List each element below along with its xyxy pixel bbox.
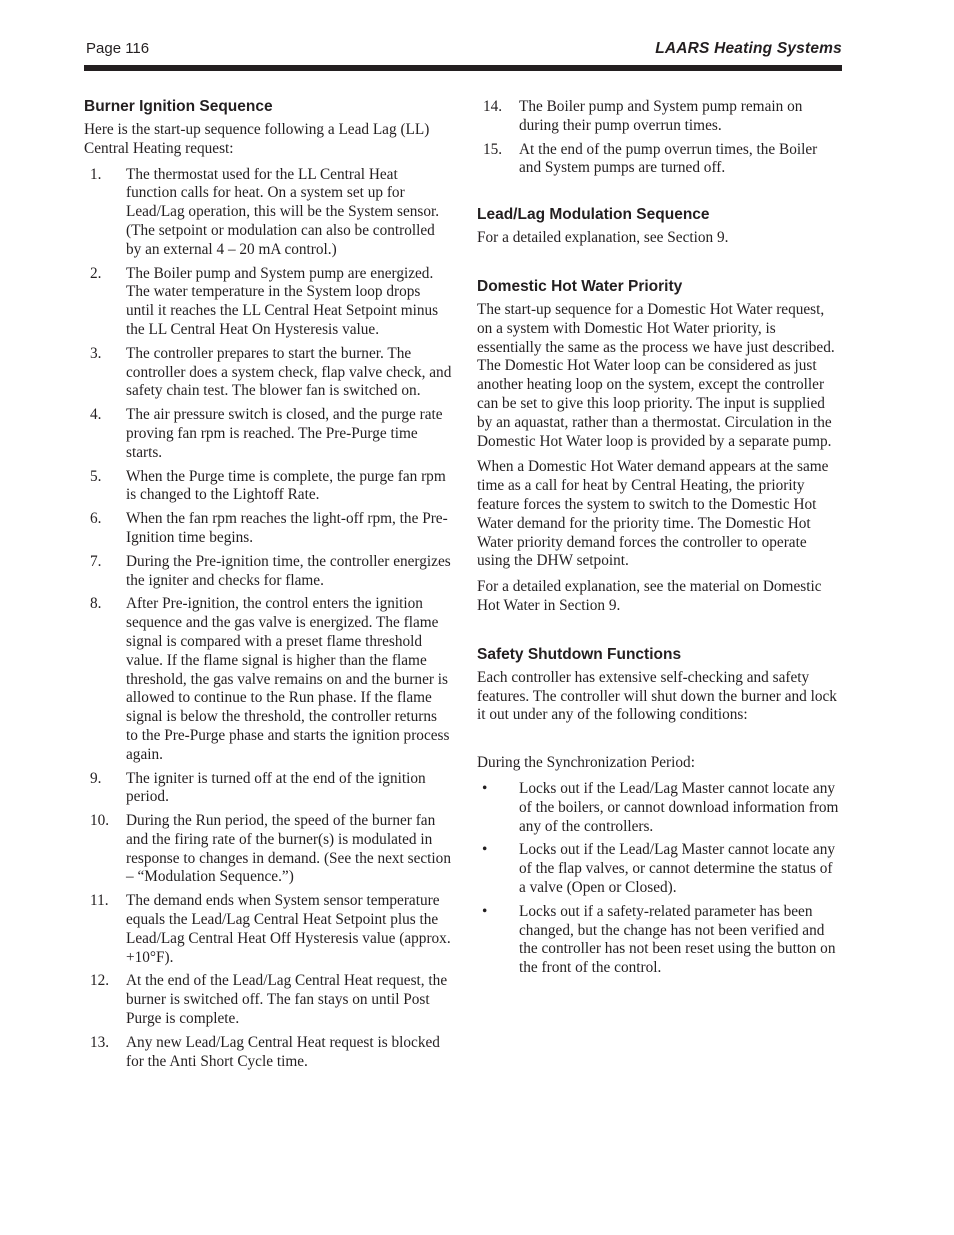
bullet-mark: • [482, 779, 488, 797]
step-text: When the fan rpm reaches the light-off rpm, the Pre-Ignition time begins. [126, 510, 448, 546]
spacer [477, 623, 843, 645]
step-number: 15. [483, 140, 503, 158]
bullet-text: Locks out if the Lead/Lag Master cannot locate any of the boilers, or cannot download information from any of the controllers. [519, 779, 839, 835]
list-item [84, 265, 452, 340]
step-number: 11. [90, 892, 109, 910]
safety-bullets [477, 780, 843, 978]
list-item [84, 595, 452, 764]
header-rule [84, 65, 842, 71]
bullet-text: Locks out if the Lead/Lag Master cannot locate any of the flap valves, or cannot determine the status of a valve (Open or Closed). [519, 841, 836, 896]
safety-heading: Safety Shutdown Functions [477, 645, 682, 663]
step-number: 6. [90, 510, 102, 528]
burner-steps [84, 166, 452, 1072]
list-item [84, 892, 452, 967]
step-text: The thermostat used for the LL Central Heat function calls for heat. On a system set up for Lead/Lag operation, this will be the System sensor. (The setpoint or modulation can also be controlled by an external 4 – 20 mA control.) [126, 165, 440, 258]
list-item [477, 841, 843, 897]
spacer [477, 255, 843, 277]
bullet-mark: • [482, 841, 488, 859]
step-number: 4. [90, 406, 102, 424]
step-text: At the end of the Lead/Lag Central Heat request, the burner is switched off. The fan stays on until Post Purge is complete. [126, 972, 448, 1028]
dhw-paragraph: For a detailed explanation, see the material on Domestic Hot Water in Section 9. [477, 578, 822, 614]
modulation-heading: Lead/Lag Modulation Sequence [477, 206, 710, 224]
dhw-paragraph: When a Domestic Hot Water demand appears at the same time as a call for heat by Central Heating, the priority feature forces the system to switch to the Domestic Hot Water demand for the priority time. The Domestic Hot Water priority demand forces the controller to operate using the DHW setpoint. [477, 458, 829, 570]
list-item [84, 510, 452, 548]
step-text: Any new Lead/Lag Central Heat request is blocked for the Anti Short Cycle time. [126, 1033, 440, 1070]
list-item [477, 903, 843, 978]
list-item [477, 98, 843, 136]
step-number: 3. [90, 344, 102, 362]
list-item [84, 812, 452, 887]
step-number: 9. [90, 769, 102, 787]
continued-steps [477, 98, 843, 178]
step-text: The demand ends when System sensor temperature equals the Lead/Lag Central Heat Setpoint plus the Lead/Lag Central Heat Off Hysteresis value (approx. +10°F). [126, 892, 451, 966]
list-item [84, 345, 452, 401]
list-item [84, 553, 452, 591]
step-number: 2. [90, 264, 102, 282]
burner-heading: Burner Ignition Sequence [84, 98, 273, 115]
list-item [84, 406, 452, 462]
step-text: The Boiler pump and System pump remain on during their pump overrun times. [519, 98, 803, 134]
step-text: At the end of the pump overrun times, the Boiler and System pumps are turned off. [519, 140, 818, 177]
brand-title: LAARS Heating Systems [655, 40, 842, 57]
step-text: During the Pre-ignition time, the controller energizes the igniter and checks for flame. [126, 552, 451, 589]
step-number: 14. [483, 98, 503, 115]
step-text: After Pre-ignition, the control enters the ignition sequence and the gas valve is energized. The flame signal is compared with a preset flame threshold value. If the flame signal is higher than the flame threshold, the gas valve remains on and the burner is allowed to continue to the Run phase. If the flame signal is below the threshold, the controller returns to the Pre-Purge phase and starts the ignition process again. [126, 595, 450, 763]
step-number: 12. [90, 972, 110, 990]
step-text: When the Purge time is complete, the purge fan rpm is changed to the Lightoff Rate. [126, 467, 446, 504]
sync-label: During the Synchronization Period: [477, 754, 695, 772]
step-text: The Boiler pump and System pump are energized. The water temperature in the System loop drops until it reaches the LL Central Heat Setpoint minus the LL Central Heat On Hysteresis value. [126, 264, 439, 338]
step-number: 7. [90, 552, 102, 570]
step-number: 13. [90, 1033, 110, 1051]
step-number: 8. [90, 595, 102, 613]
list-item [84, 770, 452, 808]
dhw-heading: Domestic Hot Water Priority [477, 277, 683, 295]
list-item [84, 972, 452, 1028]
step-text: During the Run period, the speed of the burner fan and the firing rate of the burner(s) is modulated in response to changes in demand. (See the next section – “Modulation Sequence.”) [126, 812, 451, 886]
spacer [477, 183, 843, 205]
list-item [84, 468, 452, 506]
modulation-text: For a detailed explanation, see Section 9. [477, 229, 729, 247]
spacer [477, 732, 843, 754]
left-column [84, 97, 452, 1076]
safety-intro: Each controller has extensive self-checking and safety features. The controller will shut down the burner and lock it out under any of the following conditions: [477, 668, 837, 724]
dhw-paragraph: The start-up sequence for a Domestic Hot Water request, on a system with Domestic Hot Water priority, is essentially the same as the process we have just described. The Domestic Hot Water loop can be considered as just another heating loop on the system, except the controller can be set to give this loop priority. The input is supplied by an aquastat, rather than a thermostat. Circulation in the Domestic Hot Water loop is provided by a separate pump. [477, 300, 835, 450]
step-text: The air pressure switch is closed, and the purge rate proving fan rpm is reached. The Pre-Purge time starts. [126, 406, 443, 461]
step-number: 5. [90, 467, 102, 485]
right-column [477, 98, 843, 983]
list-item [84, 1034, 452, 1072]
burner-intro: Here is the start-up sequence following a Lead Lag (LL) Central Heating request: [84, 121, 430, 157]
list-item [84, 166, 452, 260]
list-item [477, 141, 843, 179]
step-number: 10. [90, 812, 110, 830]
step-text: The igniter is turned off at the end of the ignition period. [126, 769, 426, 806]
step-text: The controller prepares to start the burner. The controller does a system check, flap valve check, and safety chain test. The blower fan is switched on. [126, 344, 452, 400]
bullet-text: Locks out if a safety-related parameter has been changed, but the change has not been verified and the controller has not been reset using the button on the front of the control. [519, 902, 836, 977]
bullet-mark: • [482, 902, 488, 920]
page-number: Page 116 [86, 40, 150, 57]
step-number: 1. [90, 165, 102, 183]
list-item [477, 780, 843, 836]
